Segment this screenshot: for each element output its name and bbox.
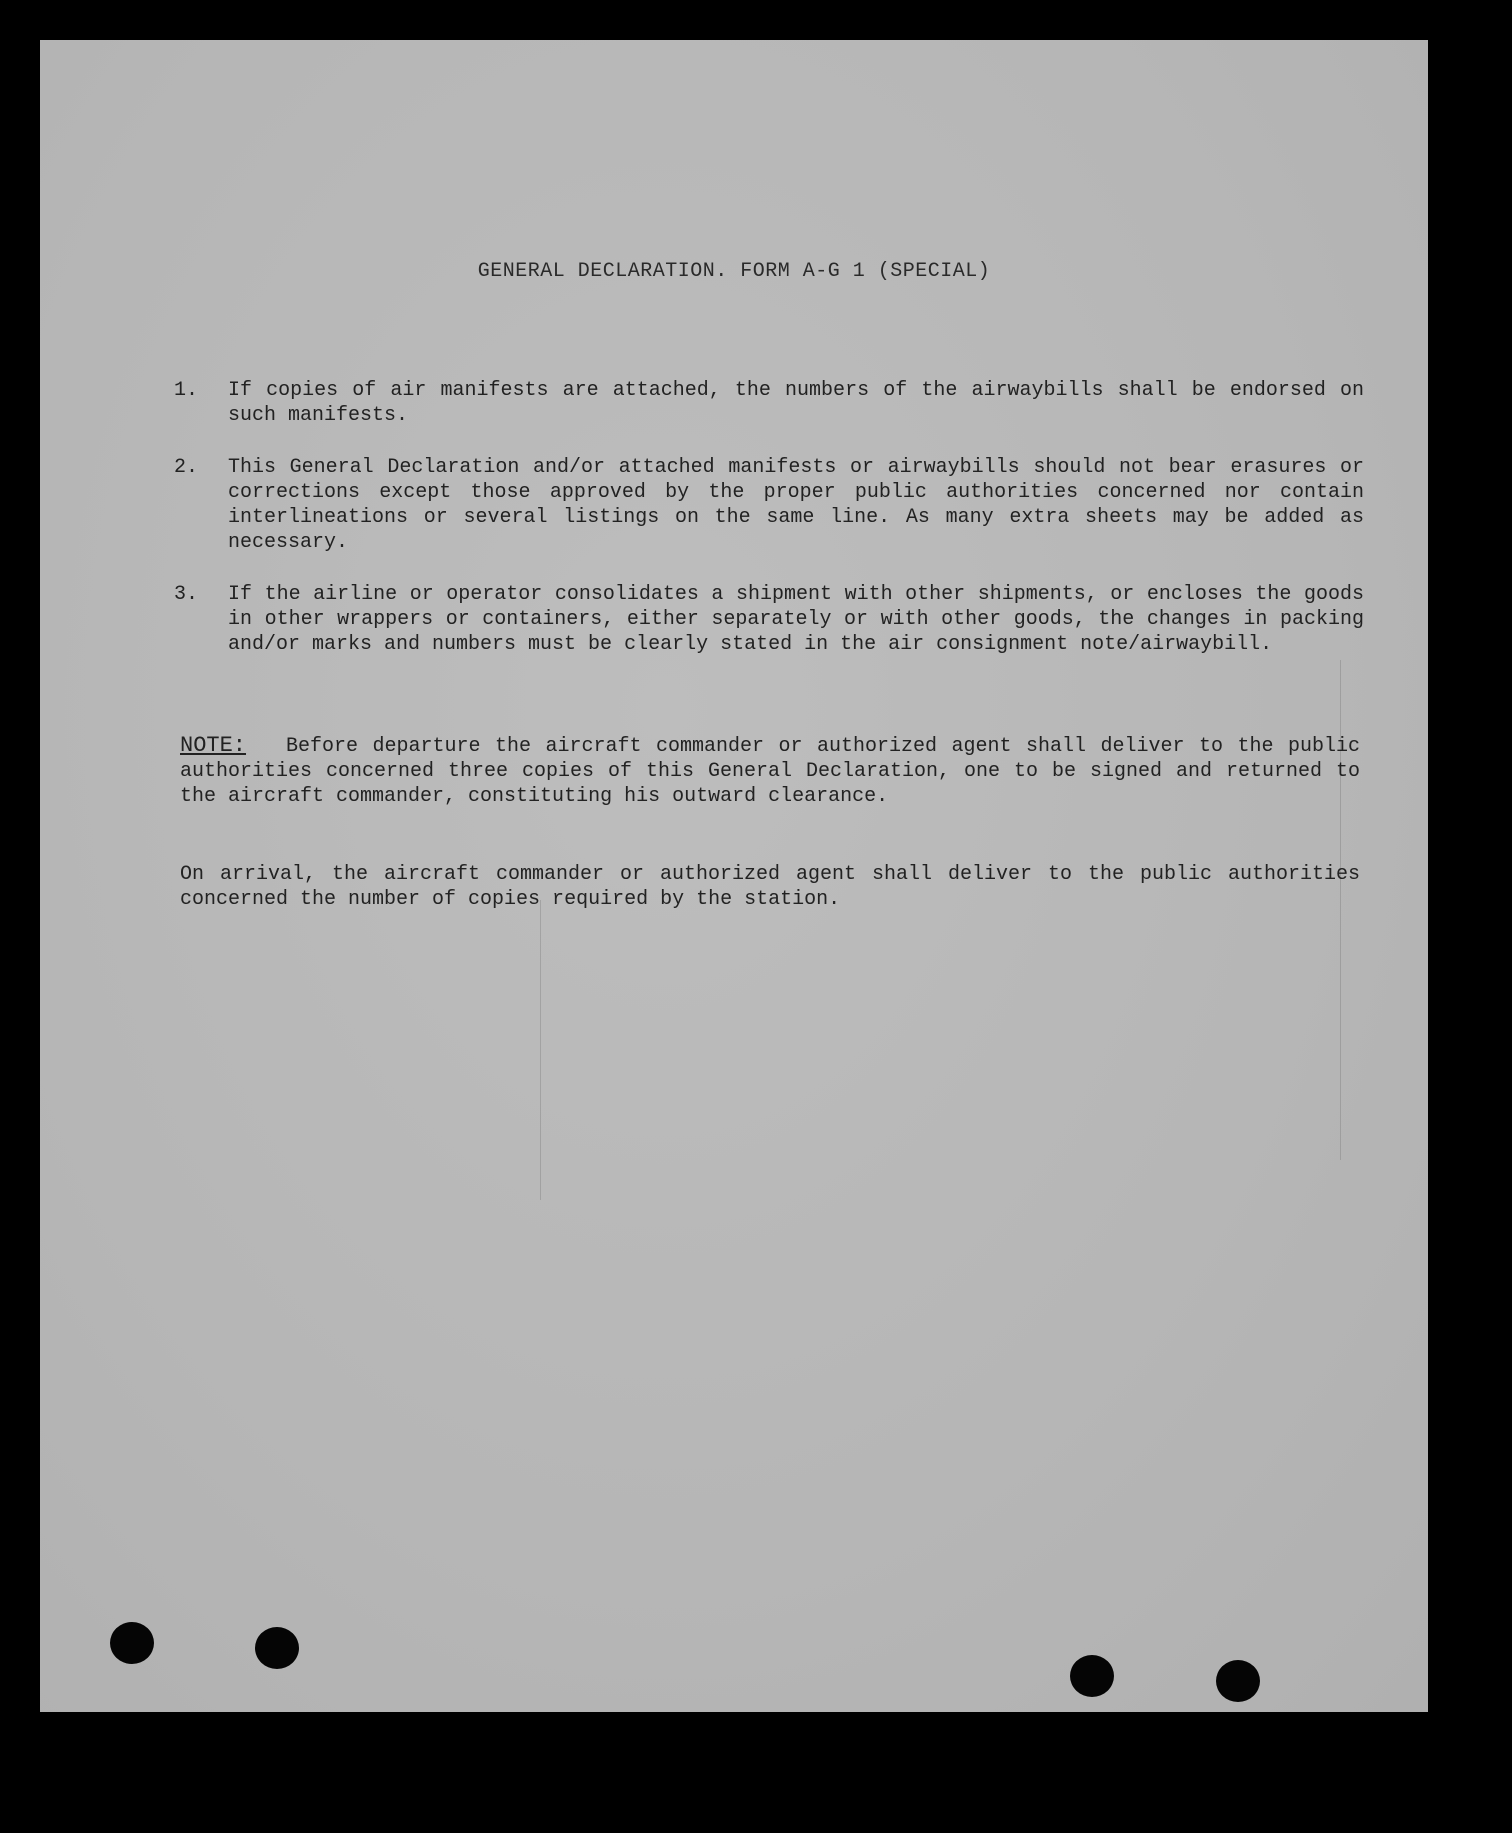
item-number: 3. <box>174 583 199 606</box>
item-number: 1. <box>174 379 199 402</box>
note-label: NOTE: <box>180 733 247 758</box>
document-sheet <box>40 40 1428 1712</box>
punch-hole <box>110 1622 154 1664</box>
faint-fold-line <box>540 900 541 1200</box>
note-text: Before departure the aircraft commander or authorized agent shall deliver to the public authorities concerned three copies of this General Declaration, one to be signed and returned to the aircraft commander, constituting his outward clearance. <box>180 735 1360 808</box>
item-text: If the airline or operator consolidates a shipment with other shipments, or encloses the goods in other wrappers or containers, either separately or with other goods, the changes in packing and/or marks and numbers must be clearly stated in the air consignment note/airwaybill. <box>228 583 1364 656</box>
instruction-item <box>174 378 1364 428</box>
punch-hole <box>1070 1655 1114 1697</box>
punch-hole <box>255 1627 299 1669</box>
item-text: This General Declaration and/or attached manifests or airwaybills should not bear erasures or corrections except those approved by the proper public authorities concerned nor contain interlineations or several listings on the same line. As many extra sheets may be added as necessary. <box>228 456 1364 554</box>
item-number: 2. <box>174 456 199 479</box>
form-title: GENERAL DECLARATION. FORM A-G 1 (SPECIAL) <box>477 260 991 283</box>
instruction-item <box>174 455 1364 555</box>
note-paragraph <box>180 733 1360 809</box>
item-text: If copies of air manifests are attached, the numbers of the airwaybills shall be endorsed on such manifests. <box>228 379 1364 427</box>
punch-hole <box>1216 1660 1260 1702</box>
instruction-item <box>174 582 1364 657</box>
arrival-paragraph: On arrival, the aircraft commander or authorized agent shall deliver to the public authorities concerned the number of copies required by the station. <box>180 863 1360 911</box>
